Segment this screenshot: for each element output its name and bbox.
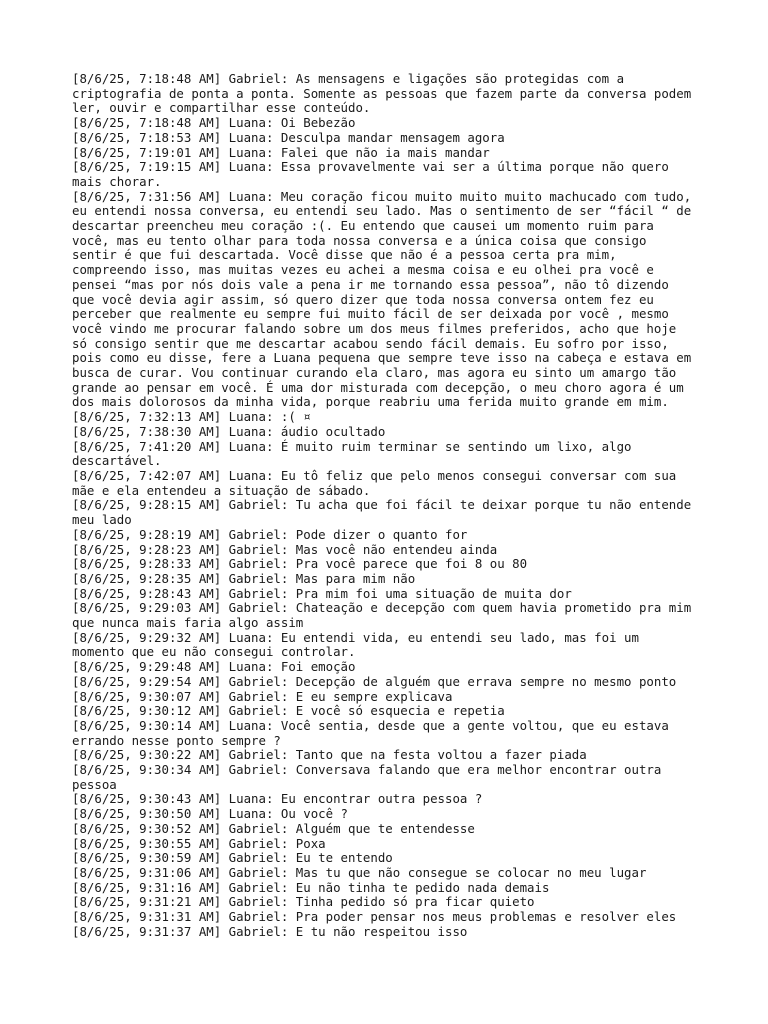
transcript-line: [8/6/25, 9:31:21 AM] Gabriel: Tinha pedido só pra ficar quieto bbox=[72, 894, 535, 910]
transcript-line: [8/6/25, 9:28:19 AM] Gabriel: Pode dizer o quanto for bbox=[72, 526, 468, 542]
transcript-line: grande ao pensar em você. É uma dor misturada com decepção, o meu choro agora é um bbox=[72, 379, 684, 395]
transcript-line: [8/6/25, 9:30:59 AM] Gabriel: Eu te entendo bbox=[72, 850, 393, 866]
transcript-line: [8/6/25, 9:28:43 AM] Gabriel: Pra mim foi uma situação de muita dor bbox=[72, 585, 572, 601]
transcript-line: [8/6/25, 7:18:53 AM] Luana: Desculpa mandar mensagem agora bbox=[72, 129, 505, 145]
transcript-line: [8/6/25, 7:31:56 AM] Luana: Meu coração ficou muito muito muito machucado com tudo, bbox=[72, 188, 692, 204]
transcript-line: [8/6/25, 9:29:48 AM] Luana: Foi emoção bbox=[72, 659, 356, 675]
transcript-line: eu entendi nossa conversa, eu entendi seu lado. Mas o sentimento de ser “fácil “ de bbox=[72, 203, 692, 219]
transcript-line: [8/6/25, 7:19:01 AM] Luana: Falei que não ia mais mandar bbox=[72, 144, 490, 160]
transcript-line: que você devia agir assim, só quero dizer que toda nossa conversa ontem fez eu bbox=[72, 291, 654, 307]
transcript-line: descartar preencheu meu coração :(. Eu entendo que causei um momento ruim para bbox=[72, 218, 654, 234]
transcript-line: descartável. bbox=[72, 453, 162, 469]
transcript-line: busca de curar. Vou continuar curando ela claro, mas agora eu sinto um amargo tão bbox=[72, 365, 677, 381]
transcript-line: [8/6/25, 9:30:14 AM] Luana: Você sentia, desde que a gente voltou, que eu estava bbox=[72, 717, 669, 733]
transcript-line: pensei “mas por nós dois vale a pena ir me tornando essa pessoa”, não tô dizendo bbox=[72, 276, 669, 292]
transcript-line: meu lado bbox=[72, 512, 132, 528]
transcript-line: ler, ouvir e compartilhar esse conteúdo. bbox=[72, 100, 371, 116]
transcript-line: [8/6/25, 7:18:48 AM] Gabriel: As mensagens e ligações são protegidas com a bbox=[72, 71, 625, 86]
transcript-line: você vindo me procurar falando sobre um dos meus filmes preferidos, acho que hoje bbox=[72, 320, 677, 336]
transcript-line: [8/6/25, 9:30:55 AM] Gabriel: Poxa bbox=[72, 835, 326, 851]
transcript-line: mãe e ela entendeu a situação de sábado. bbox=[72, 482, 371, 498]
transcript-line: [8/6/25, 9:31:16 AM] Gabriel: Eu não tinha te pedido nada demais bbox=[72, 879, 550, 895]
transcript-line: que nunca mais faria algo assim bbox=[72, 615, 304, 631]
transcript-line: pois como eu disse, fere a Luana pequena que sempre teve isso na cabeça e estava em bbox=[72, 350, 692, 366]
transcript-line: mais chorar. bbox=[72, 173, 162, 189]
transcript-line: [8/6/25, 9:28:35 AM] Gabriel: Mas para mim não bbox=[72, 570, 416, 586]
transcript-line: [8/6/25, 9:30:50 AM] Luana: Ou você ? bbox=[72, 806, 349, 822]
transcript-line: [8/6/25, 9:30:52 AM] Gabriel: Alguém que te entendesse bbox=[72, 820, 475, 836]
transcript-line: [8/6/25, 7:42:07 AM] Luana: Eu tô feliz que pelo menos consegui conversar com sua bbox=[72, 467, 677, 483]
transcript-line: você, mas eu tento olhar para toda nossa conversa e a única coisa que consigo bbox=[72, 232, 647, 248]
transcript-line: momento que eu não consegui controlar. bbox=[72, 644, 356, 660]
transcript-line: compreendo isso, mas muitas vezes eu achei a mesma coisa e eu olhei pra você e bbox=[72, 262, 654, 278]
transcript-line: [8/6/25, 9:29:32 AM] Luana: Eu entendi vida, eu entendi seu lado, mas foi um bbox=[72, 629, 639, 645]
transcript-line: [8/6/25, 9:29:03 AM] Gabriel: Chateação e decepção com quem havia prometido pra mim bbox=[72, 600, 692, 616]
transcript-line: [8/6/25, 7:18:48 AM] Luana: Oi Bebezão bbox=[72, 115, 356, 131]
transcript-line: [8/6/25, 9:30:07 AM] Gabriel: E eu sempre explicava bbox=[72, 688, 453, 704]
transcript-line: sentir é que fui descartada. Você disse que não é a pessoa certa pra mim, bbox=[72, 247, 617, 263]
chat-transcript-page bbox=[72, 72, 712, 939]
transcript-line: dos mais dolorosos da minha vida, porque reabriu uma ferida muito grande em mim. bbox=[72, 394, 669, 410]
transcript-line: [8/6/25, 9:28:33 AM] Gabriel: Pra você parece que foi 8 ou 80 bbox=[72, 556, 528, 572]
transcript-line: [8/6/25, 9:30:34 AM] Gabriel: Conversava falando que era melhor encontrar outra bbox=[72, 762, 662, 778]
transcript-line: [8/6/25, 9:31:06 AM] Gabriel: Mas tu que não consegue se colocar no meu lugar bbox=[72, 864, 647, 880]
transcript-line: errando nesse ponto sempre ? bbox=[72, 732, 281, 748]
transcript-line: [8/6/25, 7:38:30 AM] Luana: áudio ocultado bbox=[72, 423, 386, 439]
transcript-line: [8/6/25, 7:19:15 AM] Luana: Essa provavelmente vai ser a última porque não quero bbox=[72, 159, 669, 175]
transcript-line: pessoa bbox=[72, 776, 117, 792]
transcript-line: [8/6/25, 9:30:43 AM] Luana: Eu encontrar outra pessoa ? bbox=[72, 791, 483, 807]
transcript-line: perceber que realmente eu sempre fui muito fácil de ser deixada por você , mesmo bbox=[72, 306, 669, 322]
transcript-line: só consigo sentir que me descartar acabou sendo fácil demais. Eu sofro por isso, bbox=[72, 335, 669, 351]
transcript-line: [8/6/25, 9:31:37 AM] Gabriel: E tu não respeitou isso bbox=[72, 923, 468, 939]
transcript-line: [8/6/25, 9:29:54 AM] Gabriel: Decepção de alguém que errava sempre no mesmo ponto bbox=[72, 673, 677, 689]
transcript-line: [8/6/25, 7:32:13 AM] Luana: :( ¤ bbox=[72, 409, 311, 425]
transcript-line: [8/6/25, 9:31:31 AM] Gabriel: Pra poder pensar nos meus problemas e resolver eles bbox=[72, 909, 677, 925]
transcript-line: [8/6/25, 7:41:20 AM] Luana: É muito ruim terminar se sentindo um lixo, algo bbox=[72, 438, 632, 454]
transcript-line: criptografia de ponta a ponta. Somente as pessoas que fazem parte da conversa podem bbox=[72, 85, 692, 101]
transcript-line: [8/6/25, 9:30:12 AM] Gabriel: E você só esquecia e repetia bbox=[72, 703, 505, 719]
transcript-line: [8/6/25, 9:28:23 AM] Gabriel: Mas você não entendeu ainda bbox=[72, 541, 498, 557]
transcript-line: [8/6/25, 9:28:15 AM] Gabriel: Tu acha que foi fácil te deixar porque tu não entende bbox=[72, 497, 692, 513]
transcript-line: [8/6/25, 9:30:22 AM] Gabriel: Tanto que na festa voltou a fazer piada bbox=[72, 747, 587, 763]
